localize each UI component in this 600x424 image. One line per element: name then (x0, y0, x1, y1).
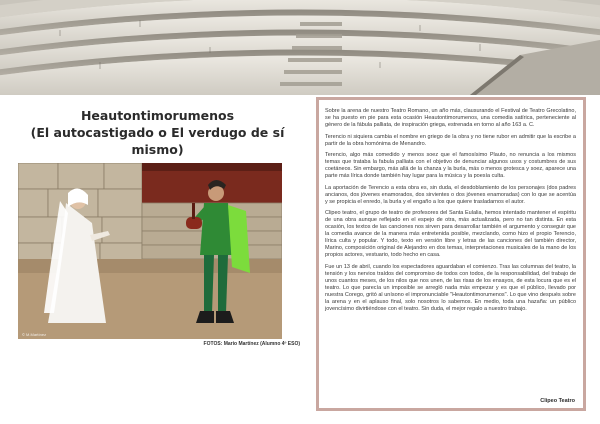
theatre-performance-illustration (18, 163, 282, 339)
article-signature: Clipeo Teatro (540, 398, 575, 404)
article-paragraph: La aportación de Terencio a esta obra es, sin duda, el desdoblamiento de los personajes (dos padres ancianos, dos jóvenes enamorados, dos sirvientes o dos jóvenes enamoradas) con lo que se acentúa y se propicia el enredo, la burla y el engaño a los que quiere trasladarnos el autor. (325, 184, 576, 205)
title-main: Heautontimorumenos (80, 108, 235, 123)
article-text-box (316, 97, 586, 411)
photo-caption: FOTOS: Mario Martínez (Alumno 4º ESO) (203, 341, 300, 347)
article-paragraph: Terencio ni siquiera cambia el nombre en griego de la obra y no tiene rubor en admitir que la escribe a partir de la obra homónima de Menandro. (325, 133, 576, 147)
stage-photo (18, 163, 282, 339)
title-subtitle: (El autocastigado o El verdugo de sí mismo) (30, 125, 285, 157)
photo-watermark: © M.Martínez (22, 332, 47, 337)
article-paragraph: Terencio, algo más comedido y menos soez que el famosísimo Plauto, no renuncia a los mismos temas que trataba la fabula palliata con el objetivo de denunciar algunos usos y costumbres de sus coetáneos. Sin embargo, más allá de la chanza y la burla, más o menos grotesca y soez, aparece una parte más lírica donde también hay lugar para la música y la poesía culta. (325, 152, 576, 179)
amphitheatre-steps-illustration (0, 0, 600, 95)
header-banner-image (0, 0, 600, 95)
article-title (20, 108, 295, 158)
article-paragraph: Sobre la arena de nuestro Teatro Romano, un año más, clausurando el Festival de Teatro Grecolatino, se ha puesto en pie para esta ocasión Heautontimorumenos, una comedia satírica, perteneciente al género de la fábula palliata, de inspiración griega, estrenada en torno al año 163 a. C. (325, 108, 576, 128)
article-paragraph: Fue un 13 de abril, cuando los espectadores aguardaban el comienzo. Tras las columnas del teatro, la tensión y los nervios traídos del compromiso de todos con todos, de la responsabilidad, del trabajo de unos cuantos meses, de los nilos que nos unen, de las risas de los ensayos, de esta locura que es el teatro. Lo que parecía un imposible se arregló nada más empezar y es que el público, llevado por nuestra Corego, gritó al unísono el impronunciable "Heautontimorumenos". Lo que vino después sobre la arena y en el aplauso final, solo nosotros lo sabemos. En medio, toda una hazaña: un público jovencísimo divirtiéndose con el teatro. Sin duda, el mejor regalo a nuestro trabajo. (325, 263, 576, 312)
article-paragraph: Clipeo teatro, el grupo de teatro de profesores del Santa Eulalia, hemos intentado mantener el espíritu de una obra aunque reflejado en el espejo de otra, más actualizada, pero no tan distinta. En esta ocasión, los textos de las canciones nos sirven para desarrollar también el argumento y conseguir que la comedia avance de la manera más entretenida posible, mezclando, como hizo el propio Terencio, lírica culta y popular. Y todo, texto en versión libre y letras de las canciones del también director, Marino, composición original de Alejandro en dos temas, interpretaciones musicales de la mano de los propios actores, vestuario, todo hecho en casa. (325, 210, 576, 258)
